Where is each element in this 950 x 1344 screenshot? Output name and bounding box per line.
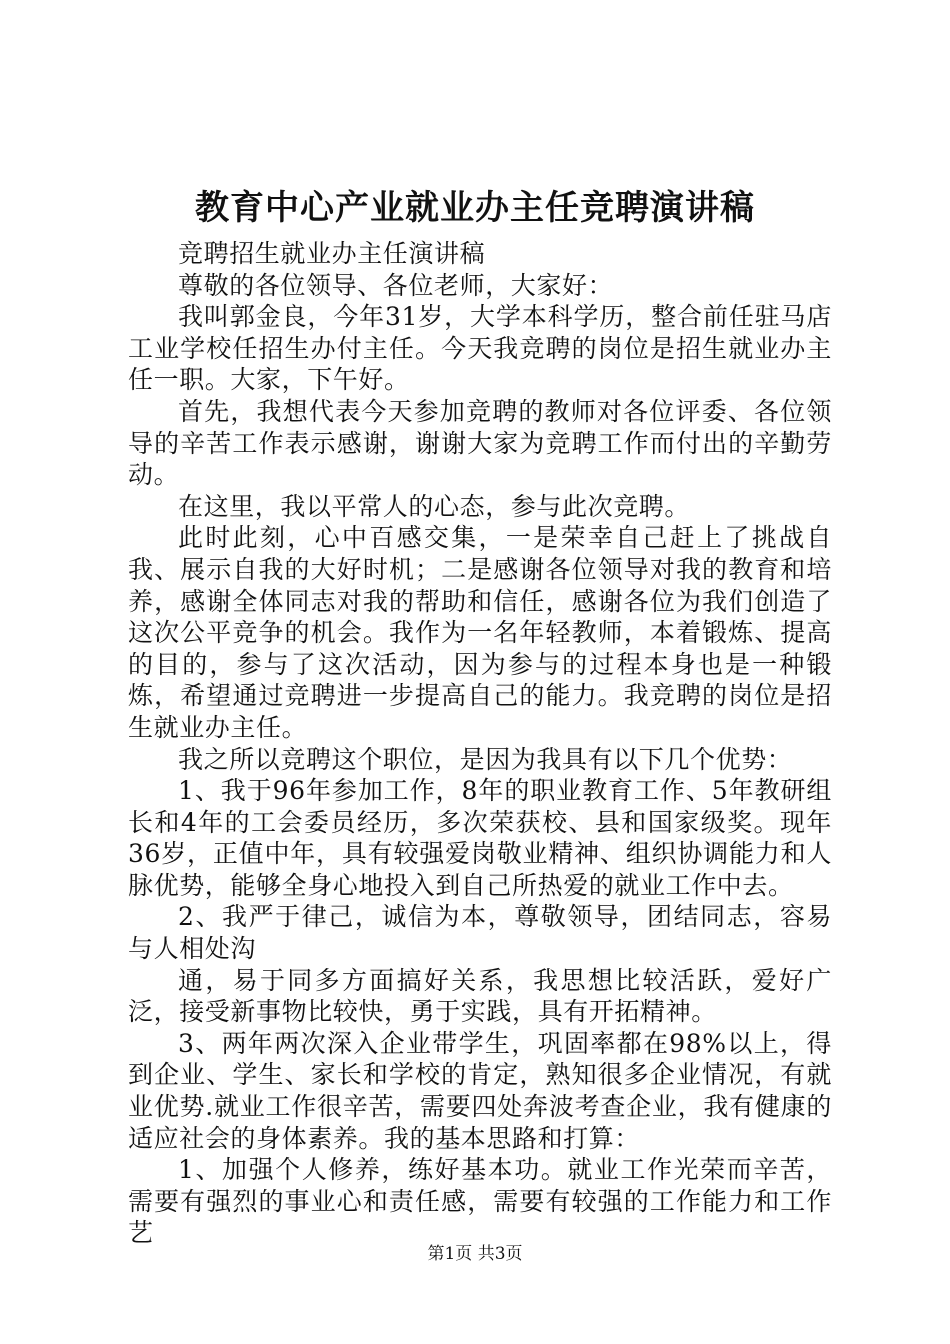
paragraph: 我叫郭金良，今年31岁，大学本科学历，整合前任驻马店工业学校任招生办付主任。今天我竞聘的岗位是招生就业办主任一职。大家，下午好。 xyxy=(128,302,832,395)
paragraph: 我之所以竞聘这个职位，是因为我具有以下几个优势： xyxy=(178,744,793,774)
paragraph: 通，易于同多方面搞好关系，我思想比较活跃，爱好广泛，接受新事物比较快，勇于实践，具有开拓精神。 xyxy=(128,965,832,1027)
paragraph: 2、我严于律己，诚信为本，尊敬领导，团结同志，容易与人相处沟 xyxy=(128,902,832,964)
paragraph: 尊敬的各位领导、各位老师，大家好： xyxy=(178,270,614,300)
document-body xyxy=(128,238,832,1249)
paragraph: 3、两年两次深入企业带学生，巩固率都在98%以上，得到企业、学生、家长和学校的肯定，熟知很多企业情况，有就业优势.就业工作很辛苦，需要四处奔波考查企业，我有健康的适应社会的身体素养。我的基本思路和打算： xyxy=(128,1028,832,1153)
paragraph: 1、我于96年参加工作，8年的职业教育工作、5年教研组长和4年的工会委员经历，多次荣获校、县和国家级奖。现年36岁，正值中年，具有较强爱岗敬业精神、组织协调能力和人脉优势，能够全身心地投入到自己所热爱的就业工作中去。 xyxy=(128,776,832,900)
page-footer: 第1页 共3页 xyxy=(427,1244,523,1264)
paragraph: 首先，我想代表今天参加竞聘的教师对各位评委、各位领导的辛苦工作表示感谢，谢谢大家为竞聘工作而付出的辛勤劳动。 xyxy=(128,396,832,490)
paragraph: 竞聘招生就业办主任演讲稿 xyxy=(178,239,486,268)
document-title: 教育中心产业就业办主任竞聘演讲稿 xyxy=(195,188,755,228)
paragraph: 1、加强个人修养，练好基本功。就业工作光荣而辛苦，需要有强烈的事业心和责任感，需要有较强的工作能力和工作艺 xyxy=(128,1155,832,1248)
paragraph: 在这里，我以平常人的心态，参与此次竞聘。 xyxy=(178,491,691,521)
paragraph: 此时此刻，心中百感交集，一是荣幸自己赶上了挑战自我、展示自我的大好时机；二是感谢各位领导对我的教育和培养，感谢全体同志对我的帮助和信任，感谢各位为我们创造了这次公平竞争的机会。我作为一名年轻教师，本着锻炼、提高的目的，参与了这次活动，因为参与的过程本身也是一种锻炼，希望通过竞聘进一步提高自己的能力。我竞聘的岗位是招生就业办主任。 xyxy=(128,523,832,742)
